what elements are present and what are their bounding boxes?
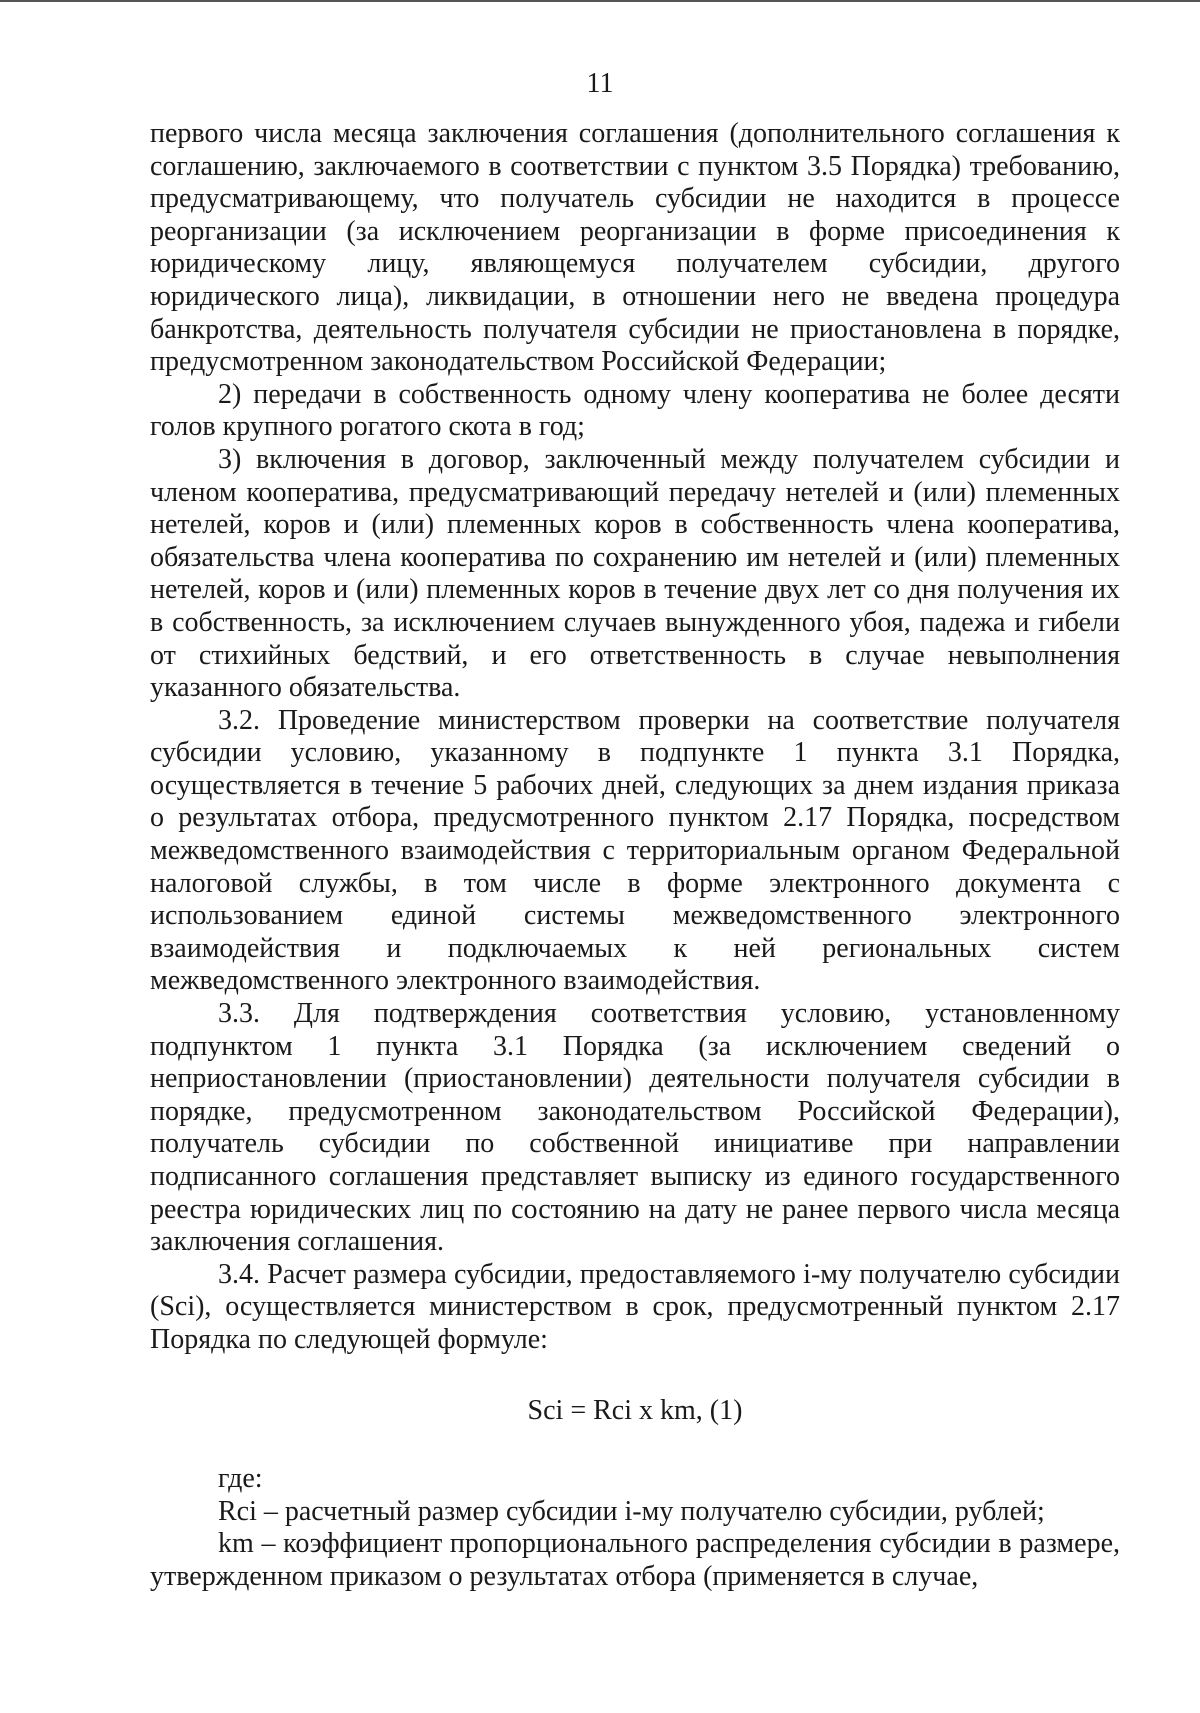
page-top-edge	[0, 0, 1200, 2]
definition-rci: Rci – расчетный размер субсидии i-му получателю субсидии, рублей;	[218, 1495, 1045, 1527]
paragraph-3-2: 3.2. Проведение министерством проверки на соответствие получателя субсидии условию, указанному в подпункте 1 пункта 3.1 Порядка, осуществляется в течение 5 рабочих дней, следующих за днем издания приказа о результатах отбора, предусмотренного пунктом 2.17 Порядка, посредством межведомственного взаимодействия с территориальным органом Федеральной налоговой службы, в том числе в форме электронного документа с использованием единой системы межведомственного электронного взаимодействия и подключаемых к ней региональных систем межведомственного электронного взаимодействия.	[150, 704, 1120, 997]
definitions-intro: где:	[218, 1463, 263, 1495]
paragraph-3-3: 3.3. Для подтверждения соответствия условию, установленному подпунктом 1 пункта 3.1 Порядка (за исключением сведений о неприостановлении (приостановлении) деятельности получателя субсидии в порядке, предусмотренном законодательством Российской Федерации), получатель субсидии по собственной инициативе при направлении подписанного соглашения представляет выписку из единого государственного реестра юридических лиц по состоянию на дату не ранее первого числа месяца заключения соглашения.	[150, 998, 1120, 1258]
page-number: 11	[586, 68, 614, 99]
formula-1: Sci = Rci x km, (1)	[527, 1394, 743, 1426]
paragraph-item-3: 3) включения в договор, заключенный между получателем субсидии и членом кооператива, предусматривающий передачу нетелей и (или) племенных нетелей, коров и (или) племенных коров в собственность члена кооператива, обязательства члена кооператива по сохранению им нетелей и (или) племенных нетелей, коров и (или) племенных коров в течение двух лет со дня получения их в собственность, за исключением случаев вынужденного убоя, падежа и гибели от стихийных бедствий, и его ответственность в случае невыполнения указанного обязательства.	[150, 443, 1120, 704]
paragraph-item-2: 2) передачи в собственность одному члену кооператива не более десяти голов крупного рогатого скота в год;	[150, 378, 1120, 443]
definition-km: km – коэффициент пропорционального распределения субсидии в размере, утвержденном приказом о результатах отбора (применяется в случае,	[150, 1528, 1120, 1592]
document-body	[150, 118, 1120, 1594]
paragraph-3-4: 3.4. Расчет размера субсидии, предоставляемого i-му получателю субсидии (Sci), осуществляется министерством в срок, предусмотренный пунктом 2.17 Порядка по следующей формуле:	[150, 1258, 1120, 1355]
paragraph-continuation: первого числа месяца заключения соглашения (дополнительного соглашения к соглашению, заключаемого в соответствии с пунктом 3.5 Порядка) требованию, предусматривающему, что получатель субсидии не находится в процессе реорганизации (за исключением реорганизации в форме присоединения к юридическому лицу, являющемуся получателем субсидии, другого юридического лица), ликвидации, в отношении него не введена процедура банкротства, деятельность получателя субсидии не приостановлена в порядке, предусмотренном законодательством Российской Федерации;	[150, 118, 1120, 378]
